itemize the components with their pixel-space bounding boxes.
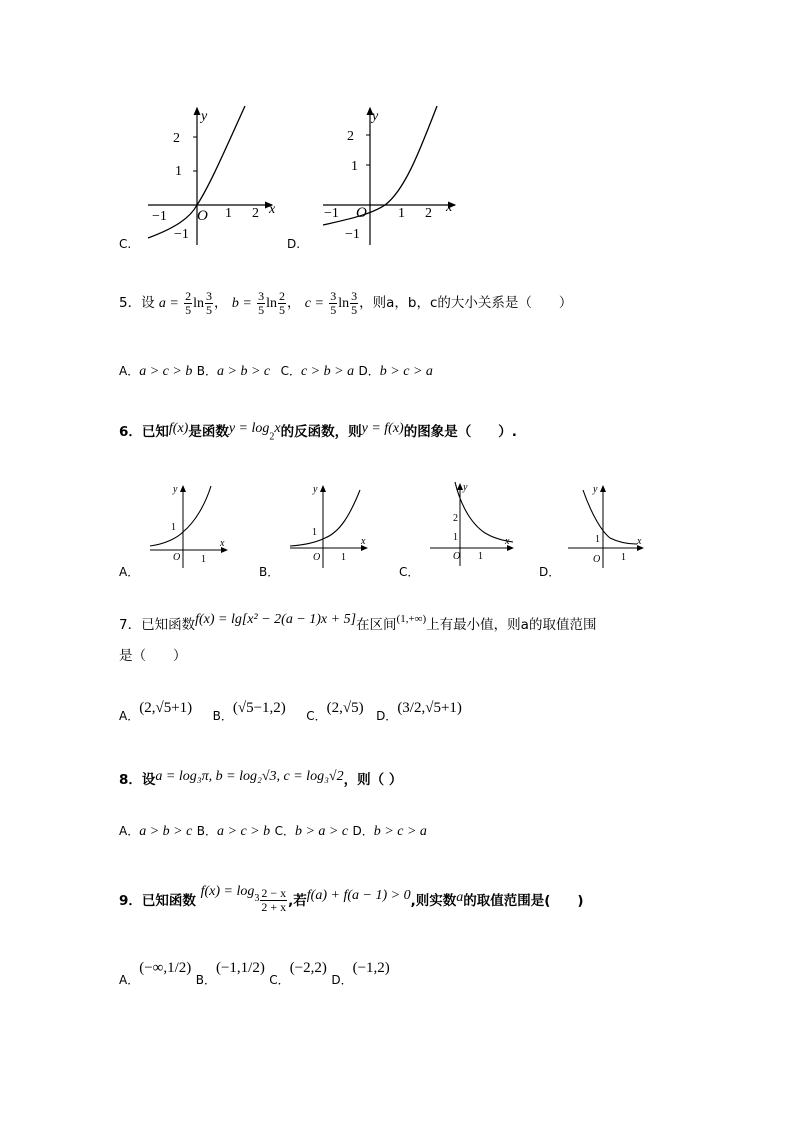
svg-text:2: 2 [252,206,259,221]
svg-text:y: y [372,109,379,124]
q5-a-frac2: $\frac{3}{5}$ [206,288,213,317]
svg-text:2: 2 [173,131,180,146]
q9-option-d: (−1,2) [352,960,390,976]
q6-graph-c [425,478,520,568]
q5-option-c: c > b > a [300,364,355,379]
q5-option-a-label: A． [119,364,140,378]
q9-frac-num: 2 − x [261,886,287,900]
q5-c-frac2: $\frac{3}{5}$ [351,288,358,317]
q6-ylog: y = log [228,421,270,436]
q5-a-expr: a = [158,296,179,311]
q5-c-expr: c = [304,296,324,311]
q9-text-2: ,若 [288,893,307,909]
q5-ln-b: ln [266,296,277,311]
q7-text-3: 上有最小值，则a的取值范围 [426,617,597,633]
q5-b-frac2: $\frac{2}{5}$ [278,288,285,317]
svg-text:O: O [197,208,208,224]
q7-option-b: (√5−1,2) [232,700,286,716]
q7-text-1: 已知函数 [141,617,196,633]
q9-fraction [260,887,287,914]
q9-condition: f(a) + f(a − 1) > 0 [306,888,411,903]
q8-text-1: 设 [141,772,156,788]
svg-text:y: y [463,482,468,493]
q9-option-b-label: B． [195,973,216,987]
svg-text:O: O [593,554,601,565]
q5-sep-1: ， [214,295,228,311]
q6-yfx: y = f(x) [361,421,404,436]
svg-text:O: O [173,552,181,563]
q6-x: x [274,421,281,436]
svg-text:2: 2 [453,513,458,524]
q7-option-d: (3/2,√5+1) [397,700,462,716]
q5-option-d-label: D． [358,364,380,378]
q5-number: 5． [119,295,142,311]
q7-options [119,690,462,734]
q8-option-b: a > c > b [217,824,271,839]
svg-text:−1: −1 [174,227,189,242]
svg-text:2: 2 [425,206,432,221]
graph-d-label: D. [287,237,301,251]
svg-text:x: x [269,202,276,217]
q5-tail: ，则a，b，c的大小关系是（ ） [359,295,573,311]
q8-option-b-label: B． [196,824,218,838]
q9-option-a-label: A． [119,973,140,987]
svg-text:1: 1 [478,551,483,562]
q7-stem-line2: 是（ ） [119,648,187,664]
q8-option-c-label: C． [274,824,295,838]
svg-text:−1: −1 [324,206,339,221]
svg-text:y: y [313,484,318,495]
q6-option-a-label: A． [119,565,140,579]
q9-option-c: (−2,2) [289,960,327,976]
q5-b-frac1: $\frac{3}{5}$ [258,288,265,317]
graph-c [140,100,290,250]
svg-text:1: 1 [225,206,232,221]
q9-text-3: ,则实数 [410,893,457,909]
q8-options [119,822,427,840]
svg-text:x: x [505,536,510,547]
q6-text-3: 的反函数，则 [280,424,362,440]
q6-f: f(x) [168,421,189,436]
q6-text-4: 的图象是（ ）. [403,424,517,440]
svg-text:x: x [637,536,642,547]
q5-option-b-label: B． [196,364,218,378]
svg-text:O: O [453,551,461,562]
svg-text:O: O [356,205,367,221]
svg-text:1: 1 [595,534,600,545]
svg-text:x: x [361,536,366,547]
q7-option-c-label: C． [306,709,327,723]
q6-graph-d [565,480,650,570]
svg-text:1: 1 [453,532,458,543]
q8-stem [119,768,402,788]
q7-option-b-label: B． [212,709,233,723]
svg-text:1: 1 [398,206,405,221]
q6-option-d-label: D． [539,565,561,579]
q5-ln-a: ln [193,296,205,311]
q9-stem [119,872,584,921]
q6-text-2: 是函数 [188,424,229,440]
q7-option-c: (2,√5) [326,700,364,716]
svg-text:2: 2 [347,129,354,144]
svg-text:O: O [313,552,321,563]
q5-c-frac1: $\frac{3}{5}$ [330,288,337,317]
svg-text:1: 1 [351,159,358,174]
svg-text:x: x [220,538,225,549]
svg-text:y: y [201,109,208,124]
svg-text:1: 1 [201,554,206,565]
q9-option-c-label: C． [269,973,290,987]
q8-option-a: a > b > c [139,824,193,839]
svg-text:y: y [593,484,598,495]
q5-option-c-label: C． [280,364,301,378]
q9-fx-lead: f(x) = log [200,884,255,899]
q5-a-frac1: $\frac{2}{5}$ [185,288,192,317]
q7-option-a: (2,√5+1) [139,700,193,716]
q9-var: a [456,890,464,905]
q9-number: 9． [119,893,142,909]
q9-option-a: (−∞,1/2) [139,960,192,976]
q8-option-d: b > c > a [373,824,427,839]
q9-text-4: 的取值范围是( ) [463,893,584,909]
q9-option-b: (−1,1/2) [215,960,265,976]
q5-lead: 设 [141,295,155,311]
q6-option-c-label: C． [399,565,420,579]
q6-text-1: 已知 [141,424,169,440]
svg-text:y: y [173,484,178,495]
q8-option-c: b > a > c [294,824,349,839]
svg-text:1: 1 [621,552,626,563]
q5-stem [119,285,572,322]
q6-option-b-label: B． [259,565,280,579]
svg-text:x: x [446,200,453,215]
svg-text:−1: −1 [152,209,167,224]
q6-stem [119,420,517,443]
q5-option-a: a > c > b [139,364,193,379]
q9-option-d-label: D． [331,973,353,987]
q9-options [119,948,390,1000]
graph-c-label: C. [119,237,132,251]
svg-text:1: 1 [341,552,346,563]
q7-text-2: 在区间 [356,617,397,633]
q5-options [119,362,433,380]
q5-option-d: b > c > a [379,364,433,379]
q5-option-b: a > b > c [217,364,271,379]
svg-text:−1: −1 [345,227,360,242]
q7-option-a-label: A． [119,709,140,723]
q7-interval: (1,+∞) [396,613,427,625]
q7-option-d-label: D． [376,709,398,723]
svg-text:1: 1 [171,522,176,533]
q9-text-1: 已知函数 [141,893,196,909]
q5-b-expr: b = [231,296,252,311]
q8-number: 8． [119,772,142,788]
q7-fx: f(x) = lg[x² − 2(a − 1)x + 5] [195,612,357,627]
svg-text:1: 1 [175,164,182,179]
q6-number: 6． [119,424,142,440]
q7-stem-line1 [119,612,596,633]
q8-expr: a = log₃π, b = log₂√3, c = log₃√2 [155,769,344,784]
q6-log-base: 2 [269,431,275,443]
q8-option-a-label: A． [119,824,140,838]
q8-option-d-label: D． [352,824,374,838]
q9-frac-den: 2 + x [261,900,287,914]
q6-graph-b [285,480,375,570]
q9-fx-base: 3 [254,893,260,904]
q5-sep-2: ， [286,295,301,311]
q8-text-2: ，则（ ） [343,772,403,788]
q6-graph-a [145,480,235,570]
graph-d [315,100,465,250]
q5-ln-c: ln [338,296,350,311]
q7-number: 7． [119,617,142,633]
svg-text:1: 1 [312,527,317,538]
